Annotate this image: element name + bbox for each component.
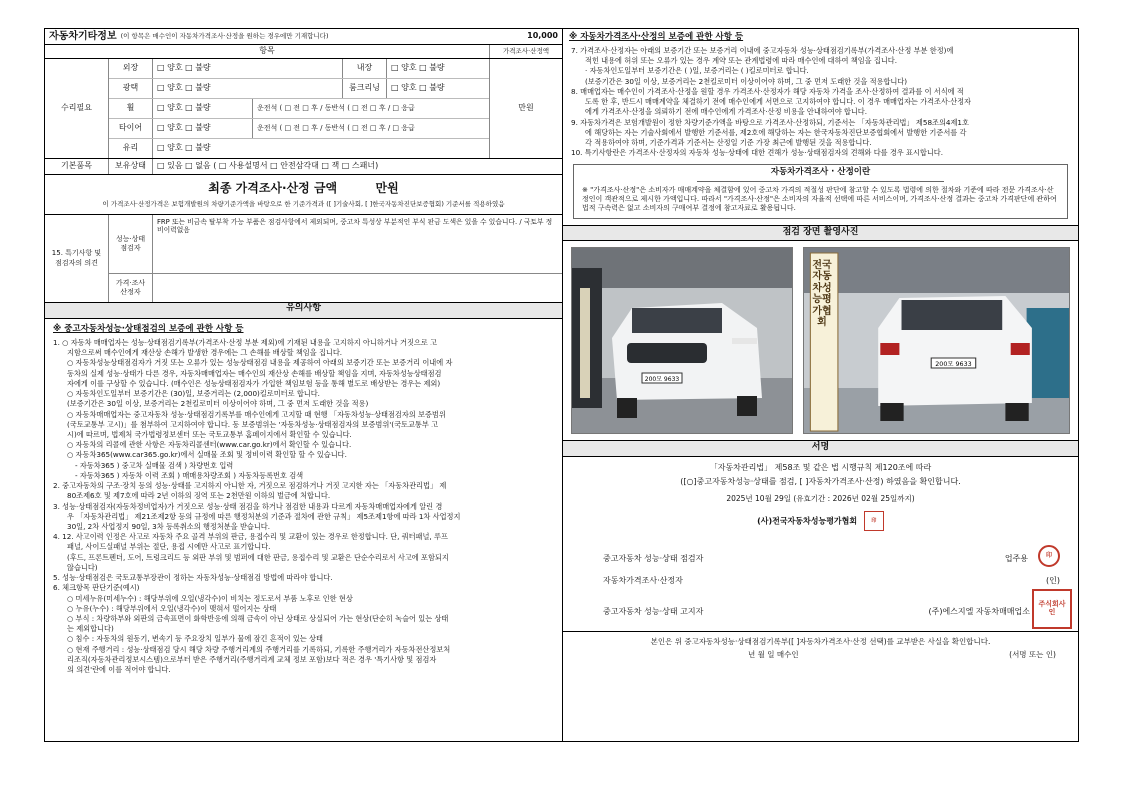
- caution-line: 는 제외합니다): [67, 624, 114, 634]
- repair-row: 유리 □ 양호 □ 불량: [109, 139, 489, 158]
- caution-line: 1. ○ 자동차 매매업자는 성능·상태점검기록부(가격조사·산정 부분 제외)에 기재된 내용을 고지하지 아니하거나 거짓으로 고: [53, 338, 437, 348]
- receipt-confirmation: 본인은 위 중고자동차성능·상태점검기록부([ ]자동차가격조사·산정 선택)를 교부받은 사실을 확인합니다.: [650, 636, 991, 646]
- inspector-opinion-text: FRP 또는 비금속 탈부착 가능 부품은 점검사항에서 제외되며, 중고차 특성상 부분적인 부식 판금 도색은 있을 수 있습니다. / 국토부 정비이력없음: [157, 218, 553, 235]
- column-header-row: [45, 45, 562, 59]
- repair-row: 휠 □ 양호 □ 불량 운전석 ( □ 전 □ 후 / 동반석 ( □ 전 □ 후 / □ 응급: [109, 99, 489, 119]
- warranty-line: · 자동차인도일부터 보증기간은 ( )일, 보증거리는 ( )킬로미터로 합니다.: [585, 66, 809, 76]
- caution-line: 자에게 이를 구상할 수 있습니다. (매수인은 성능상태점검자가 가입한 책임보험 등을 통해 별도로 배상받는 경우는 제외): [67, 378, 441, 388]
- caution-line: ○ 자동차365(www.car365.go.kr)에서 실매물 조회 및 정비이력 확인할 할 수 있습니다.: [67, 450, 347, 460]
- caution-line: 패널, 사이드실패널 부위는 절단, 용접 시에만 사고로 표기합니다.: [67, 542, 271, 552]
- appraiser-seal-placeholder: (인): [1046, 575, 1060, 585]
- opinion-label: 15. 특기사항 및 점검자의 의견: [45, 215, 109, 302]
- repair-label: 수리필요: [45, 59, 109, 158]
- stamp-label: 업주용: [1004, 553, 1028, 563]
- caution-line: 우 「자동차관리법」 제21조제2항 등의 규정에 따른 행정처분의 기준과 절차에 관한 규칙」 제5조제1항에 따라 1차 사업정지: [67, 511, 461, 521]
- caution-line: (국토교통부 고시)」를 첨부하여 고지하여야 합니다. 동 보증범위는 '자동차성능·상태점검자의 보증범위'(국토교통부 고: [67, 419, 439, 429]
- caution-line: ○ 자동차성능상태점검자가 거짓 또는 오류가 있는 성능상태점검 내용을 제공하여 아래의 보증기간 또는 보증거리 이내에 자: [67, 358, 453, 368]
- inspector-label: 중고자동차 성능·상태 점검자: [603, 553, 704, 563]
- warranty-line: 에게 가격조사·산정을 의뢰하기 전에 매수인에게 가격조사·산정 비용을 안내하여야 합니다.: [585, 107, 868, 117]
- inspector-seal-icon: 印: [1038, 545, 1060, 567]
- final-price-block: [45, 175, 562, 215]
- final-price-title: 최종 가격조사·산정 금액: [208, 180, 338, 195]
- repair-row: 광택 □ 양호 □ 불량 룸크리닝 □ 양호 □ 불량: [109, 79, 489, 99]
- repair-row: 외장 □ 양호 □ 불량 내장 □ 양호 □ 불량: [109, 59, 489, 79]
- notifier-label: 중고자동차 성능·상태 고지자: [603, 606, 704, 616]
- signature-area: [563, 457, 1078, 741]
- rear-photo: [803, 247, 1070, 434]
- caution-line: 30일, 2차 사업정지 90일, 3차 등록취소의 행정처분을 받습니다.: [67, 521, 271, 531]
- law-basis: 「자동차관리법」 제58조 및 같은 법 시행규칙 제120조에 따라: [709, 462, 932, 472]
- warranty-notes: [563, 46, 1078, 160]
- appraisal-box: [573, 164, 1068, 218]
- warranty-line: (보증기간은 30일 이상, 보증거리는 2천킬로미터 이상이어야 하며, 그 중 먼저 도래한 것을 적용합니다): [585, 76, 908, 86]
- basic-items-row: 기본품목 보유상태 □ 있음 □ 없음 ( □ 사용설명서 □ 안전삼각대 □ 잭 □ 스패너): [45, 159, 562, 175]
- final-price-unit: 만원: [375, 180, 399, 195]
- caution-line: 5. 성능·상태점검은 국토교통부장관이 정하는 자동차성능·상태점검 방법에 따라야 합니다.: [53, 573, 333, 583]
- plate-number-rear: 200모 9633: [935, 360, 972, 368]
- photo-area: [563, 241, 1078, 441]
- association-seal-icon: 印: [864, 511, 884, 531]
- caution-line: 의 의견'란에 이를 적어야 합니다.: [67, 665, 171, 675]
- inspection-record-sheet: [44, 28, 1079, 742]
- opinion-block: 15. 특기사항 및 점검자의 의견 성능·상태 점검자 FRP 또는 비금속 탈부착 가능 부품은 점검사항에서 제외되며, 중고차 특성상 부분적인 부식 판금 도색은 있을 수 있습니다. / 국토부 정비이력없음 가격·조사 산정자: [45, 215, 562, 303]
- dealer-seal-icon: 주식회사 인: [1032, 589, 1072, 629]
- confirm-choice: ([○]중고자동차성능·상태를 점검, [ ]자동차가격조사·산정) 하였음을 확인합니다.: [680, 477, 961, 487]
- car-front-image: [572, 248, 793, 434]
- total-amount: 10,000: [527, 31, 558, 41]
- vehicle-info-header: [45, 29, 562, 45]
- warranty-title: ※ 자동차가격조사·산정의 보증에 관한 사항 등: [569, 32, 744, 42]
- caution-line: ○ 누유(누수) : 해당부위에서 오일(냉각수)이 맺혀서 떨어지는 상태: [67, 603, 277, 613]
- warranty-line: 에 해당하는 자는 기술사회에서 발행한 기준서를, 제2호에 해당하는 자는 한국자동차진단보증협회에서 발행한 기준서를 각: [585, 127, 967, 137]
- association-banner: 전국자동차성능평가협회: [812, 259, 832, 329]
- basic-items-options[interactable]: □ 있음 □ 없음 ( □ 사용설명서 □ 안전삼각대 □ 잭 □ 스패너): [157, 161, 379, 171]
- appraisal-box-title: 자동차가격조사 · 산정이란: [697, 165, 944, 181]
- plate-number-front: 200모 9633: [644, 375, 680, 383]
- caution-line: 2. 중고자동차의 구조·장치 등의 성능·상태를 고지하지 아니한 자, 거짓으로 점검하거나 거짓 고지한 자는 「자동차관리법」 제: [53, 481, 447, 491]
- caution-line: - 자동차365 ) 자동차 이력 조회 ) 매매용차량조회 ) 자동차등록번호 검색: [75, 470, 304, 480]
- caution-line: ○ 부식 : 차량하부와 외판의 금속표면이 화학반응에 의해 금속이 아닌 상태로 상실되어 가는 현상(단순히 녹슬어 있는 상태: [67, 613, 449, 623]
- caution-notes: [45, 319, 562, 741]
- warranty-line: 도록 한 후, 반드시 매매계약을 체결하기 전에 매수인에게 서면으로 고지하여야 합니다. 이 경우 매매업자는 가격조사·산정자: [585, 97, 972, 107]
- dealer-name: (주)에스지엘 자동차매매업소: [928, 606, 1030, 616]
- caution-line: 4. 12. 사고이력 인정은 사고로 자동차 주요 골격 부위의 판금, 용접수리 및 교환이 있는 경우로 한정합니다. 단, 쿼터패널, 루프: [53, 532, 448, 542]
- caution-line: 지함으로써 매수인에게 재산상 손해가 발생한 경우에는 그 손해를 배상할 책임을 집니다.: [67, 348, 343, 358]
- car-rear-image: [804, 248, 1069, 434]
- caution-line: - 자동차365 ) 중고차 실매물 검색 ) 차량번호 입력: [75, 460, 234, 470]
- caution-line: 6. 체크항목 판단기준(예시): [53, 583, 140, 593]
- repair-row: 타이어 □ 양호 □ 불량 운전석 ( □ 전 □ 후 / 동반석 ( □ 전 □ 후 / □ 응급: [109, 119, 489, 139]
- caution-line: (후드, 프론트펜더, 도어, 트렁크리드 등 외판 부위 및 범퍼에 대한 판금, 용접수리 및 교환은 단순수리로서 사고에 포함되지: [67, 552, 449, 562]
- col-price-header: 가격조사·산정액: [502, 47, 550, 56]
- front-photo: [571, 247, 793, 434]
- repair-needed-block: [45, 59, 562, 159]
- warranty-line: 8. 매매업자는 매수인이 가격조사·산정을 원할 경우 가격조사·산정자가 해당 자동차 가격을 조사·산정하여 결과를 이 서식에 적: [571, 86, 964, 96]
- receipt-date: 년 월 일 매수인: [748, 649, 799, 659]
- caution-line: ○ 자동차매매업자는 중고자동차 성능·상태점검기록부를 매수인에게 고지할 때 현행 「자동차성능·상태점검자의 보증범위: [67, 409, 446, 419]
- caution-title: 유의사항: [45, 303, 562, 319]
- caution-line: 3. 성능·상태점검자(자동차정비업자)가 거짓으로 성능·상태 점검을 하거나 점검한 내용과 다르게 자동차매매업자에게 알린 경: [53, 501, 443, 511]
- caution-line: ○ 자동차의 리콜에 관한 사항은 자동차리콜센터(www.car.go.kr)에서 확인할 수 있습니다.: [67, 440, 352, 450]
- right-column: [563, 29, 1078, 741]
- association-name: (사)전국자동차성능평가협회: [757, 516, 858, 526]
- warranty-line: 9. 자동차가격은 보험개발원이 정한 차량기준가액을 바탕으로 가격조사·산정하되, 기준서는 「자동차관리법」 제58조의4제1호: [571, 117, 969, 127]
- col-item-header: 항목: [45, 45, 490, 58]
- caution-line: ○ 미세누유(미세누수) : 해당부위에 오일(냉각수)이 비치는 정도로서 부품 노후로 인한 현상: [67, 593, 353, 603]
- warranty-line: 적힌 내용에 허위 또는 오류가 있는 경우 계약 또는 관계법령에 따라 매수인에 대하여 책임을 집니다.: [585, 56, 897, 66]
- caution-line: ○ 침수 : 자동차의 원동기, 변속기 등 주요장치 일부가 물에 잠긴 흔적이 있는 상태: [67, 634, 323, 644]
- appraiser-opinion-text[interactable]: [153, 274, 562, 302]
- warranty-line: 10. 특기사항란은 가격조사·산정자의 자동차 성능·상태에 대한 견해가 성능·상태점검자의 견해와 다를 경우 표시합니다.: [571, 148, 944, 158]
- caution-subtitle: ※ 중고자동차성능·상태점검의 보증에 관한 사항 등: [53, 324, 244, 334]
- appraiser-label: 자동차가격조사·산정자: [603, 575, 683, 585]
- caution-line: (보증기간은 30일 이상, 보증거리는 2천킬로미터 이상이어야 하며, 그 중 먼저 도래한 것을 적용): [67, 399, 369, 409]
- caution-line: ○ 자동차인도일부터 보증기간은 (30)일, 보증거리는 (2,000)킬로미터로 합니다.: [67, 389, 320, 399]
- repair-unit: 만원: [518, 103, 534, 113]
- caution-line: 리조직(자동차관리정보시스템)으로부터 받은 주행거리(주행거리계 교체 정보 포함)보다 적은 경우 '특기사항 및 점검자: [67, 654, 437, 664]
- signature-title: 서명: [563, 441, 1078, 457]
- caution-line: 않습니다): [67, 562, 98, 572]
- buyer-sign-note[interactable]: (서명 또는 인): [1009, 649, 1056, 659]
- caution-line: ○ 현재 주행거리 : 성능·상태점검 당시 해당 차량 주행거리계의 주행거리를 기록하되, 기록한 주행거리가 자동차전산정보처: [67, 644, 451, 654]
- issue-date: 2025년 10월 29일 (유효기간 : 2026년 02월 25일까지): [726, 493, 915, 503]
- caution-line: 동차의 실제 성능·상태가 다른 경우, 자동차매매업자는 매수인의 재산상 손해를 배상할 책임을 지며, 자동차성능상태점검: [67, 368, 442, 378]
- appraisal-box-text: ※ "가격조사·산정"은 소비자가 매매계약을 체결함에 있어 중고차 가격의 적절성 판단에 참고할 수 있도록 법령에 의한 절차와 기준에 따라 전문 가격조사·산정인이 객관적으로 제시한 가액입니다. 따라서 "가격조사·산정"은 소비자의 자율적 선택에 따른 서비스이며, 가격조사·산정 결과는 중고차 가격판단에 관하여 법적 구속력은 없고 소비자의 구매여부 결정에 참고자료로 활용됩니다.: [582, 185, 1057, 213]
- warranty-line: 7. 가격조사·산정자는 아래의 보증기간 또는 보증거리 이내에 중고자동차 성능·상태점검기록부(가격조사·산정 부분 한정)에: [571, 46, 954, 56]
- section-note: (이 항목은 매수인이 자동차가격조사·산정을 원하는 경우에만 기재합니다): [120, 32, 329, 41]
- left-column: [45, 29, 563, 741]
- warranty-line: 각 적용하여야 하며, 기준가격과 기준서는 산정일 기준 가장 최근에 발행된 것을 적용합니다.: [585, 138, 872, 148]
- photo-title: 점검 장면 촬영사진: [563, 225, 1078, 241]
- final-price-note: 이 가격조사·산정가격은 보험개발원의 차량기준가액을 바탕으로 한 기준가격과 ([ ]기술사회, [ ]한국자동차진단보증협회) 기준서를 적용하였음: [102, 199, 505, 208]
- section-title: 자동차기타정보: [49, 31, 117, 42]
- caution-line: 80조제6호 및 제7호에 따라 2년 이하의 징역 또는 2천만원 이하의 벌금에 처합니다.: [67, 491, 331, 501]
- caution-line: 시)에 따르며, 법제처 국가법령정보센터 또는 국토교통부 홈페이지에서 확인할 수 있습니다.: [67, 430, 352, 440]
